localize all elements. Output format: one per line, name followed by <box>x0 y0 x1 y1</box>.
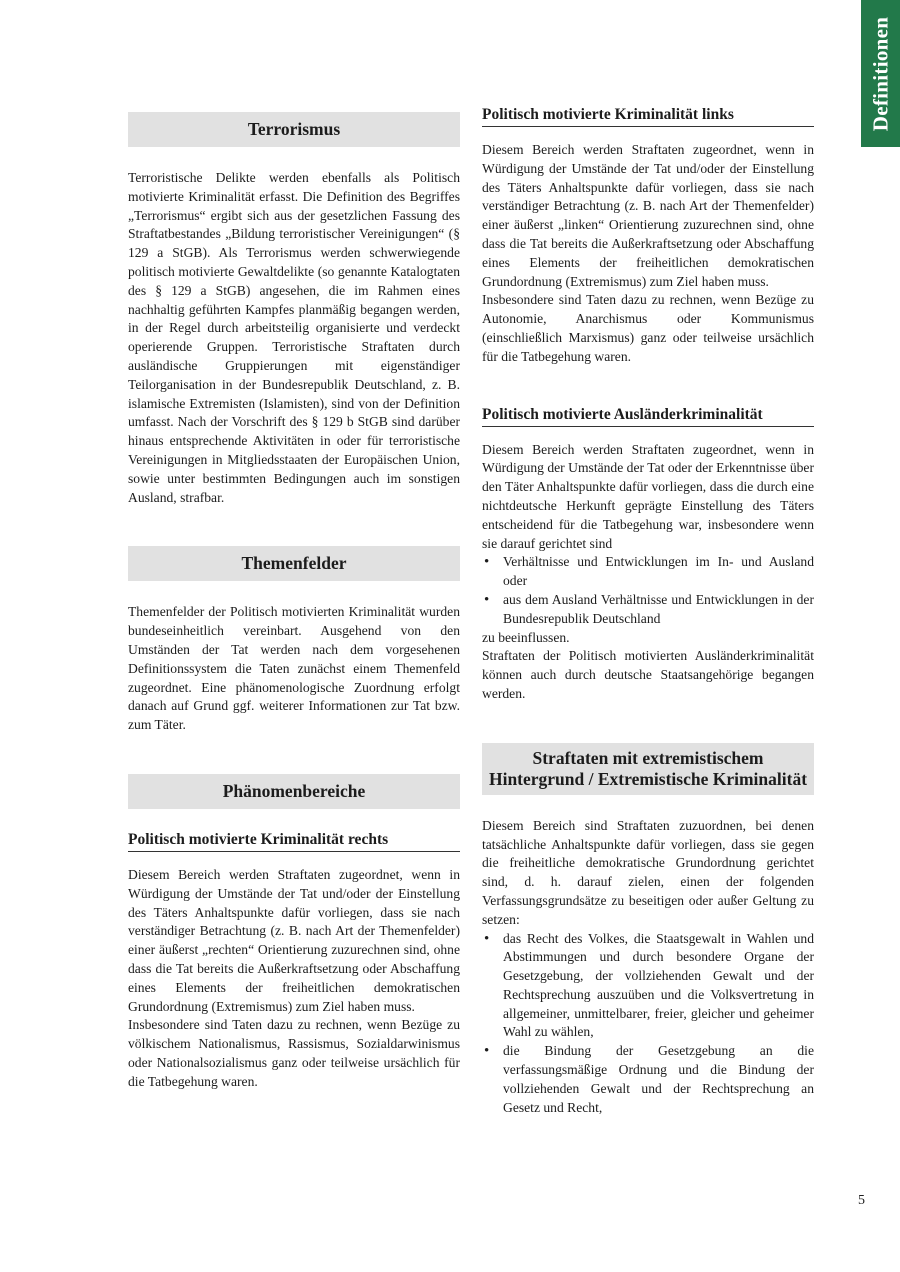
heading-themenfelder: Themenfelder <box>128 546 460 581</box>
themenfelder-text: Themenfelder der Politisch motivierten Kriminalität wurden bundeseinheitlich vereinbart. Ausgehend von den Umständen der Tat werden nach dem vorgesehenen Definitionssystem die Taten zunächst einem Themenfeld zugeordnet. Eine phänomenologische Zuordnung erfolgt danach auf Grund ggf. weiterer Informationen zur Tat bzw. zum Täter. <box>128 604 460 733</box>
pmk-rechts-text-2: Insbesondere sind Taten dazu zu rechnen, wenn Bezüge zu völkischem Nationalismus, Rassismus, Sozialdarwinismus oder Nationalsozialismus ganz oder teilweise ursächlich für die Tatbegehung waren. <box>128 1017 460 1089</box>
list-item: • aus dem Ausland Verhältnisse und Entwicklungen in der Bundesrepublik Deutschland <box>482 591 814 629</box>
section-tab <box>861 0 900 147</box>
list-item: • Verhältnisse und Entwicklungen im In- und Ausland oder <box>482 553 814 591</box>
pmk-auslaender-after-list: zu beeinflussen. <box>482 629 570 645</box>
heading-pmk-auslaender: Politisch motivierte Ausländerkriminalität <box>482 406 814 427</box>
pmk-auslaender-text-2: Straftaten der Politisch motivierten Ausländerkriminalität können auch durch deutsche Staatsangehörige begangen werden. <box>482 648 814 701</box>
right-column <box>482 106 814 1117</box>
list-item: • das Recht des Volkes, die Staatsgewalt in Wahlen und Abstimmungen und durch besondere Organe der Gesetzgebung, der vollziehenden Gewalt und der Rechtsprechung auszuüben und die Volksvertretung in allgemeiner, unmittelbarer, freier, gleicher und geheimer Wahl zu wählen, <box>482 930 814 1043</box>
pmk-auslaender-text-1: Diesem Bereich werden Straftaten zugeordnet, wenn in Würdigung der Umstände der Tat oder der Erkenntnisse über den Täter Anhaltspunkte dafür vorliegen, dass die durch eine nichtdeutsche Herkunft geprägte Einstellung des Täters entscheidend für die Tatbegehung war, insbesondere wenn sie darauf gerichtet sind <box>482 441 814 551</box>
heading-terrorismus: Terrorismus <box>128 112 460 147</box>
heading-pmk-rechts: Politisch motivierte Kriminalität rechts <box>128 831 460 852</box>
extremistisch-bullet-list <box>482 930 814 1118</box>
terrorismus-text: Terroristische Delikte werden ebenfalls als Politisch motivierte Kriminalität erfasst. Die Definition des Begriffes „Terrorismus“ ergibt sich aus der gesetzlichen Fassung des Straftatbestandes „Bildung terroristischer Vereinigungen“ (§ 129 a StGB). Als Terrorismus werden schwerwiegende politisch motivierte Gewaltdelikte (so genannte Katalogtaten des § 129 a StGB) angesehen, die im Rahmen eines nachhaltig geführten Kampfes planmäßig begangen werden, in der Regel durch arbeitsteilig organisierte und verdeckt operierende Gruppen. Terroristische Straftaten durch ausländische Gruppierungen mit eigenständiger Teilorganisation in der Bundesrepublik Deutschland, z. B. islamische Extremisten (Islamisten), sind von der Definition umfasst. Nach der Vorschrift des § 129 b StGB sind darüber hinaus entsprechende Aktivitäten in oder für terroristische Vereinigungen in Mitgliedsstaaten der Europäischen Union, sowie unter bestimmten Bedingungen auch im sonstigen Ausland, strafbar. <box>128 170 460 505</box>
page-number: 5 <box>858 1193 865 1208</box>
pmk-rechts-text-1: Diesem Bereich werden Straftaten zugeordnet, wenn in Würdigung der Umstände der Tat und/oder der Einstellung des Täters Anhaltspunkte dafür vorliegen, dass sie nach verständiger Betrachtung (z. B. nach Art der Themenfelder) einer äußerst „rechten“ Orientierung zuzurechnen sind, ohne dass die Tat bereits die Außerkraftsetzung oder Abschaffung eines Elements der freiheitlichen demokratischen Grundordnung (Extremismus) zum Ziel haben muss. <box>128 866 460 1014</box>
heading-pmk-links: Politisch motivierte Kriminalität links <box>482 106 814 127</box>
heading-phaenomenbereiche: Phänomenbereiche <box>128 774 460 809</box>
section-tab-label: Definitionen <box>868 16 892 131</box>
heading-extremistisch: Straftaten mit extremistischem Hintergrund / Extremistische Kriminalität <box>482 743 814 795</box>
left-column <box>128 112 460 1091</box>
extremistisch-text: Diesem Bereich sind Straftaten zuzuordnen, bei denen tatsächliche Anhaltspunkte dafür vorliegen, dass sie gegen die freiheitliche demokratische Grundordnung gerichtet sind, d. h. darauf zielen, einen der folgenden Verfassungsgrundsätze zu beseitigen oder außer Geltung zu setzen: <box>482 817 814 927</box>
pmk-links-text-2: Insbesondere sind Taten dazu zu rechnen, wenn Bezüge zu Autonomie, Anarchismus oder Kommunismus (einschließlich Marxismus) ganz oder teilweise ursächlich für die Tatbegehung waren. <box>482 292 814 364</box>
list-item: • die Bindung der Gesetzgebung an die verfassungsmäßige Ordnung und die Bindung der vollziehenden Gewalt und der Rechtsprechung an Gesetz und Recht, <box>482 1042 814 1117</box>
auslaender-bullet-list <box>482 553 814 628</box>
pmk-links-text-1: Diesem Bereich werden Straftaten zugeordnet, wenn in Würdigung der Umstände der Tat und/oder der Einstellung des Täters Anhaltspunkte dafür vorliegen, dass sie nach verständiger Betrachtung (z. B. nach Art der Themenfelder) einer äußerst „linken“ Orientierung zuzurechnen sind, ohne dass die Tat bereits die Außerkraftsetzung oder Abschaffung eines Elements der freiheitlichen demokratischen Grundordnung (Extremismus) zum Ziel haben muss. <box>482 142 814 289</box>
